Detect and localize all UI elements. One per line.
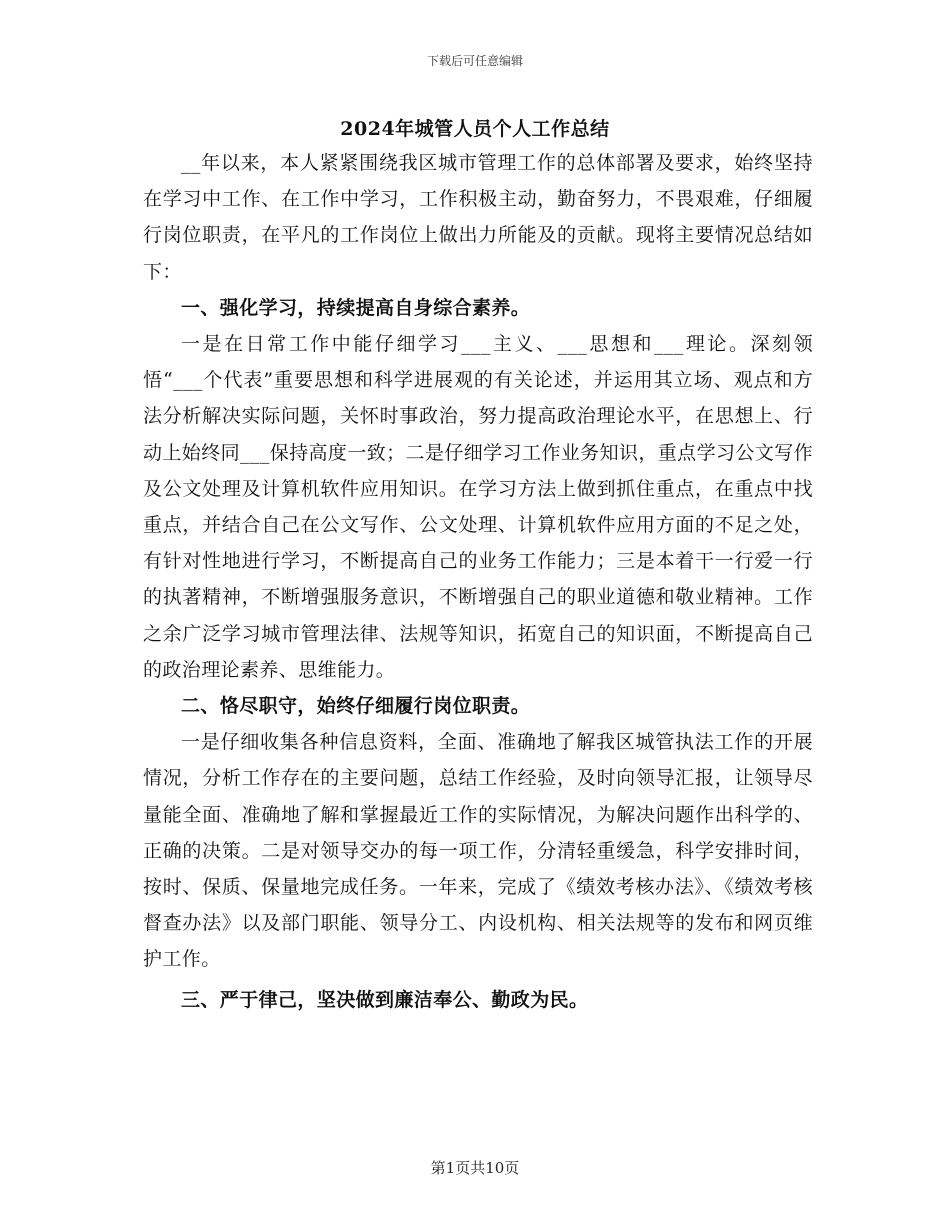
section-2-paragraph: 一是仔细收集各种信息资料，全面、准确地了解我区城管执法工作的开展情况，分析工作存在的主要问题，总结工作经验，及时向领导汇报，让领导尽量能全面、准确地了解和掌握最近工作的实际情况，为解决问题作出科学的、正确的决策。二是对领导交办的每一项工作，分清轻重缓急，科学安排时间，按时、保质、保量地完成任务。一年来，完成了《绩效考核办法》、《绩效考核督查办法》以及部门职能、领导分工、内设机构、相关法规等的发布和网页维护工作。 xyxy=(143,731,813,971)
header-note: 下载后可任意编辑 xyxy=(426,54,523,68)
document-title: 2024年城管人员个人工作总结 xyxy=(340,118,610,140)
intro-paragraph: __年以来，本人紧紧围绕我区城市管理工作的总体部署及要求，始终坚持在学习中工作、在工作中学习，工作积极主动，勤奋努力，不畏艰难，仔细履行岗位职责，在平凡的工作岗位上做出力所能及的贡献。现将主要情况总结如下： xyxy=(143,152,813,283)
section-heading-2: 二、恪尽职守，始终仔细履行岗位职责。 xyxy=(181,695,531,718)
page-footer: 第1页共10页 xyxy=(430,1159,520,1177)
section-heading-1: 一、强化学习，持续提高自身综合素养。 xyxy=(181,296,531,319)
document-body xyxy=(143,145,813,1018)
section-1-paragraph: 一是在日常工作中能仔细学习___主义、___思想和___理论。深刻领悟“___个代表”重要思想和科学进展观的有关论述，并运用其立场、观点和方法分析解决实际问题，关怀时事政治，努力提高政治理论水平，在思想上、行动上始终同___保持高度一致；二是仔细学习工作业务知识，重点学习公文写作及公文处理及计算机软件应用知识。在学习方法上做到抓住重点，在重点中找重点，并结合自己在公文写作、公文处理、计算机软件应用方面的不足之处，有针对性地进行学习，不断提高自己的业务工作能力；三是本着干一行爱一行的执著精神，不断增强服务意识，不断增强自己的职业道德和敬业精神。工作之余广泛学习城市管理法律、法规等知识，拓宽自己的知识面，不断提高自己的政治理论素养、思维能力。 xyxy=(143,333,813,681)
section-heading-3: 三、严于律己，坚决做到廉洁奉公、勤政为民。 xyxy=(181,988,589,1011)
